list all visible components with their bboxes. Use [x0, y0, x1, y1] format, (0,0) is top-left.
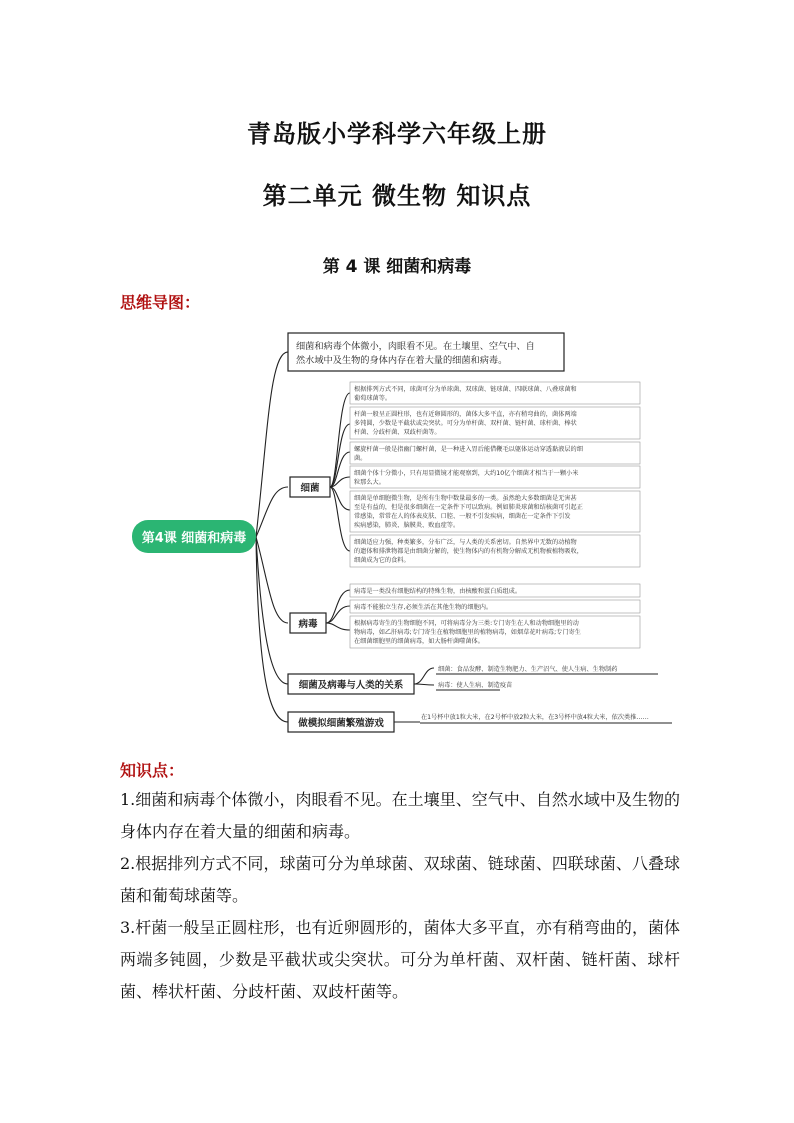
bacteria-item-2-line-3: 杆菌、分歧杆菌、双歧杆菌等。	[354, 429, 441, 436]
bacteria-item-5-line-1: 细菌是单细胞微生物，是所有生物中数量最多的一类。虽然绝大多数细菌是无害甚	[354, 495, 577, 502]
bacteria-item-5-line-3: 常感染，常常在人的体表皮肤、口腔、一般不引发疾病，细菌在一定条件下引发	[354, 513, 571, 520]
bacteria-item-6-line-2: 的遗体和排泄物都是由细菌分解的，使生物体内的有机物分解成无机物被植物吸收，	[354, 548, 583, 555]
bacteria-item-6-line-1: 细菌适应力强，种类繁多，分布广泛，与人类的关系密切。自然界中无数的动植物	[354, 539, 577, 546]
knowledge-point-2: 2.根据排列方式不同，球菌可分为单球菌、双球菌、链球菌、四联球菌、八叠球菌和葡萄球菌等。	[120, 854, 680, 905]
virus-item-3-line-2: 物病毒，如乙肝病毒;专门寄生在植物细胞里的植物病毒，如烟草花叶病毒;专门寄生	[354, 629, 581, 636]
mindmap-label: 思维导图：	[120, 293, 201, 312]
top-summary-line-1: 细菌和病毒个体微小，肉眼看不见。在土壤里、空气中、自	[296, 341, 535, 352]
unit-title: 第二单元 微生物 知识点	[262, 182, 532, 210]
relation-item-virus: 病毒：使人生病、制造疫苗	[438, 682, 513, 689]
bacteria-item-2-line-2: 多钝圆，少数是平截状或尖突状。可分为单杆菌、双杆菌、链杆菌、球杆菌、棒状	[354, 420, 577, 427]
document-title: 青岛版小学科学六年级上册	[247, 120, 547, 148]
virus-item-3-line-3: 在细菌细胞里的细菌病毒，如大肠杆菌噬菌体。	[354, 638, 484, 645]
virus-item-1: 病毒是一类没有细胞结构的特殊生物，由核酸和蛋白质组成。	[354, 588, 522, 595]
bacteria-item-5-line-2: 至是有益的，但是很多细菌在一定条件下可以致病。例如肺炎球菌和结核菌可引起正	[354, 504, 583, 511]
bacteria-item-1-line-2: 葡萄球菌等。	[354, 395, 392, 402]
bacteria-item-1-line-1: 根据排列方式不同，球菌可分为单球菌、双球菌、链球菌、四联球菌、八叠球菌和	[354, 386, 577, 393]
bacteria-item-3-line-2: 菌。	[354, 455, 367, 462]
relation-item-bacteria: 细菌：食品发酵、制造生物肥力、生产沼气、使人生病、生物制药	[438, 666, 618, 673]
relation-node-label: 细菌及病毒与人类的关系	[298, 680, 404, 691]
virus-item-2: 病毒不能独立生存,必须生活在其他生物的细胞内。	[354, 604, 493, 611]
bacteria-item-4-line-2: 粒那么大。	[354, 479, 385, 486]
knowledge-point-3: 3.杆菌一般呈正圆柱形，也有近卵圆形的，菌体大多平直，亦有稍弯曲的，菌体两端多钝圆，少数是平截状或尖突状。可分为单杆菌、双杆菌、链杆菌、球杆菌、棒状杆菌、分歧杆菌、双歧杆菌等。	[120, 918, 680, 1001]
bacteria-item-6-line-3: 细菌成为它的食料。	[354, 557, 410, 564]
top-summary-node	[288, 333, 564, 371]
lesson-title: 第 4 课 细菌和病毒	[322, 257, 472, 277]
bacteria-item-4-line-1: 细菌个体十分微小，只有用显微镜才能观察到，大约10亿个细菌才相当于一颗小米	[354, 470, 579, 477]
knowledge-point-1: 1.细菌和病毒个体微小，肉眼看不见。在土壤里、空气中、自然水域中及生物的身体内存在着大量的细菌和病毒。	[120, 790, 680, 841]
knowledge-label: 知识点：	[120, 761, 185, 780]
bacteria-item-2-line-1: 杆菌一般呈正圆柱形，也有近卵圆形的，菌体大多平直，亦有稍弯曲的，菌体两端	[354, 411, 577, 418]
virus-node-label: 病毒	[298, 619, 318, 630]
game-item: 在1号杯中放1粒大米，在2号杯中放2粒大米，在3号杯中放4粒大米，依次类推……	[421, 714, 649, 721]
bacteria-node-label: 细菌	[300, 483, 320, 494]
virus-item-3-line-1: 根据病毒寄生的生物细胞不同，可将病毒分为三类:专门寄生在人和动物细胞里的动	[354, 620, 579, 627]
bacteria-item-5-line-4: 疾病感染，肺炎、脑膜炎、败血症等。	[354, 522, 460, 529]
top-summary-line-2: 然水域中及生物的身体内存在着大量的细菌和病毒。	[296, 355, 508, 366]
bacteria-item-3-line-1: 螺旋杆菌一般是指幽门螺杆菌，是一种进入胃后能借鞭毛以躯体运动穿透黏液层的细	[354, 446, 583, 453]
root-node-label: 第4课 细菌和病毒	[141, 531, 247, 546]
root-node	[132, 520, 256, 553]
game-node-label: 做模拟细菌繁殖游戏	[298, 718, 384, 729]
